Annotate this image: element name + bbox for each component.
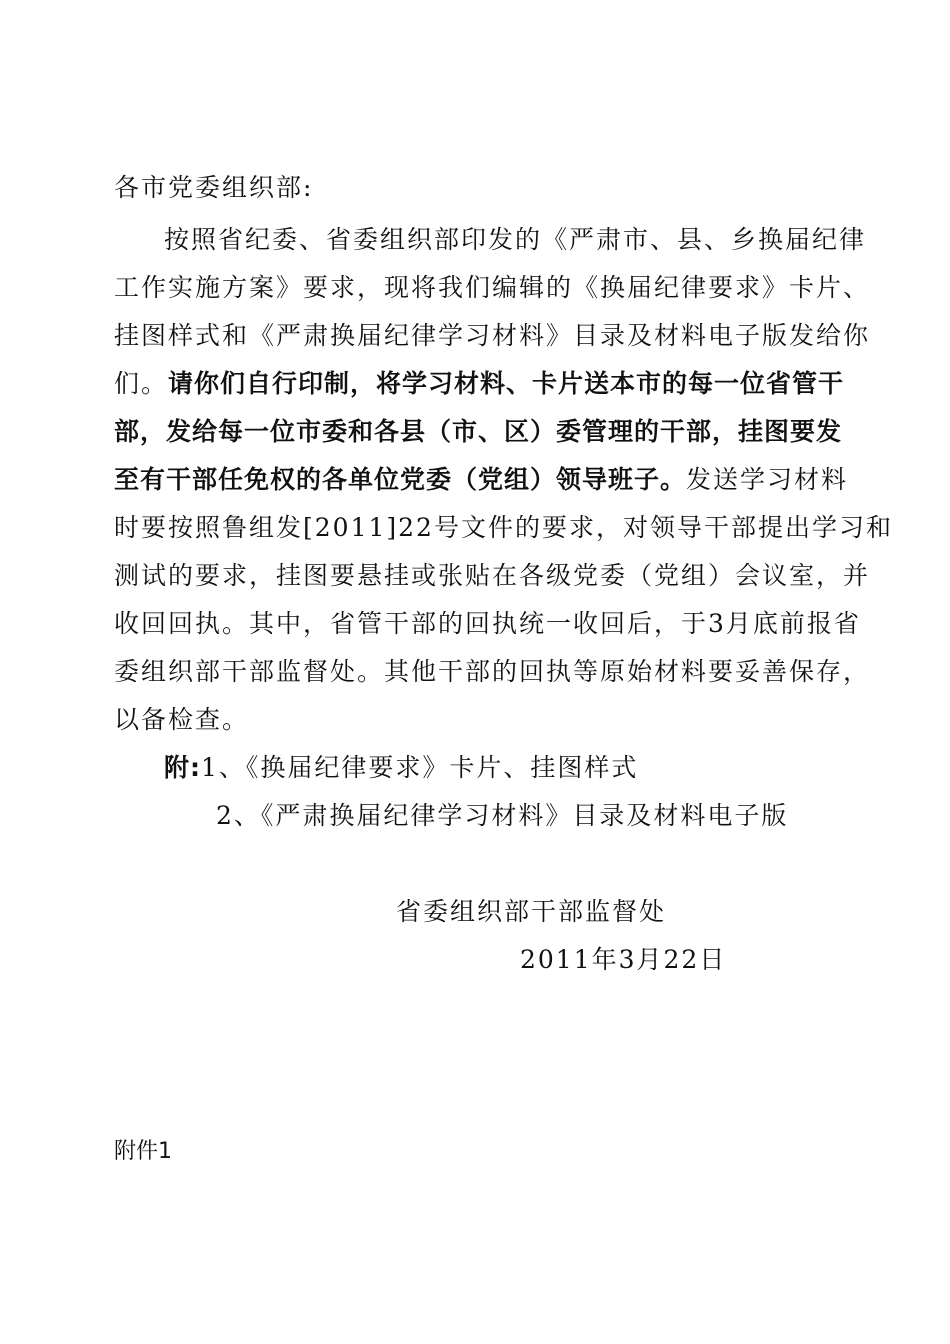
paragraph-line-6-wrap (114, 456, 849, 504)
paragraph-line-10: 委组织部干部监督处。其他干部的回执等原始材料要妥善保存， (114, 657, 871, 686)
footer-attachment-label: 附件1 (114, 1139, 172, 1164)
paragraph-line-6-regular: 发送学习材料 (686, 465, 849, 494)
paragraph-line-5: 部，发给每一位市委和各县（市、区）委管理的干部，挂图要发 (114, 417, 843, 446)
attachment-item-1: 1、《换届纪律要求》卡片、挂图样式 (201, 753, 639, 782)
attachment-item-2: 2、《严肃换届纪律学习材料》目录及材料电子版 (216, 801, 789, 830)
paragraph-line-4-regular: 们。 (114, 369, 169, 398)
paragraph-line-4-bold: 请你们自行印制，将学习材料、卡片送本市的每一位省管干 (168, 369, 845, 398)
paragraph-line-3: 挂图样式和《严肃换届纪律学习材料》目录及材料电子版发给你 (114, 321, 871, 350)
date: 2011年3月22日 (520, 945, 727, 974)
paragraph-line-9: 收回回执。其中，省管干部的回执统一收回后，于3月底前报省 (114, 609, 861, 638)
salutation: 各市党委组织部: (114, 173, 314, 202)
paragraph-line-6-bold: 至有干部任免权的各单位党委（党组）领导班子。 (114, 465, 687, 494)
paragraph-line-8: 测试的要求，挂图要悬挂或张贴在各级党委（党组）会议室，并 (114, 561, 871, 590)
attachment-line-1 (164, 744, 684, 792)
attachments-label: 附: (164, 753, 201, 782)
paragraph-line-2: 工作实施方案》要求，现将我们编辑的《换届纪律要求》卡片、 (114, 273, 871, 302)
paragraph-line-7: 时要按照鲁组发[2011]22号文件的要求，对领导干部提出学习和 (114, 513, 893, 542)
signature: 省委组织部干部监督处 (396, 897, 667, 926)
paragraph-line-1: 按照省纪委、省委组织部印发的《严肃市、县、乡换届纪律 (164, 225, 867, 254)
paragraph-line-11: 以备检查。 (114, 705, 250, 734)
paragraph-line-4-wrap (114, 360, 845, 408)
